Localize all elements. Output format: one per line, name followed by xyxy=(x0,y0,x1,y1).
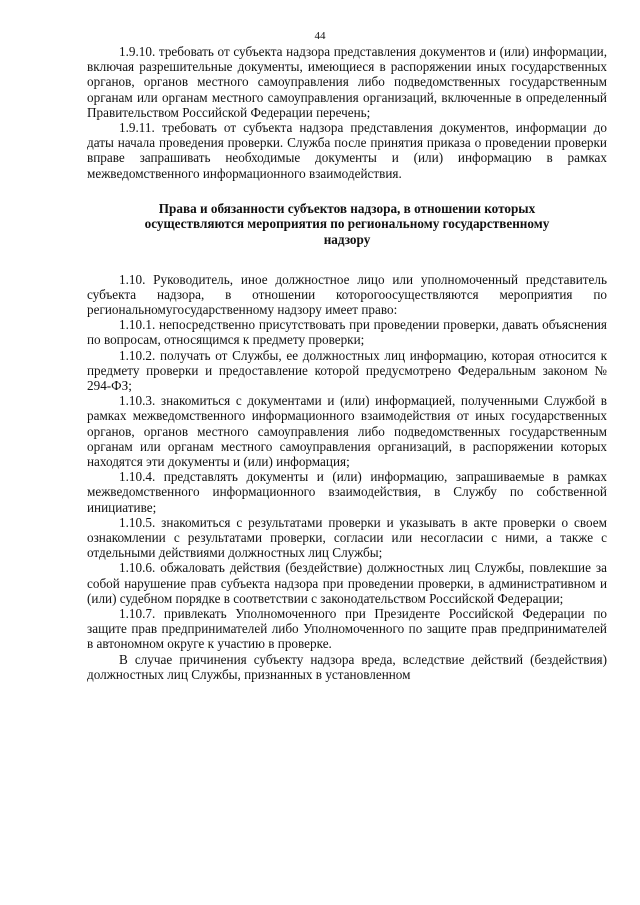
paragraph-1-10: 1.10. Руководитель, иное должностное лицо или уполномоченный представитель субъекта надзора, в отношении которогоосуществляются мероприятия по региональномугосударственному надзору имеет право: xyxy=(87,271,607,318)
paragraph-1-9-11: 1.9.11. требовать от субъекта надзора представления документов, информации до даты начала проведения проверки. Служба после принятия приказа о проведении проверки вправе запрашивать необходимые документы и (или) информацию в рамках межведомственного информационного взаимодействия. xyxy=(87,120,607,181)
paragraph-1-10-5: 1.10.5. знакомиться с результатами проверки и указывать в акте проверки о своем ознакомлении с результатами проверки, согласии или несогласии с ними, а также с отдельными действиями должностных лиц Службы; xyxy=(87,514,607,561)
paragraph-1-10-7: 1.10.7. привлекать Уполномоченного при Президенте Российской Федерации по защите прав предпринимателей либо Уполномоченного по защите прав предпринимателей в автономном округе к участию в проверке. xyxy=(87,606,607,652)
paragraph-1-9-10: 1.9.10. требовать от субъекта надзора представления документов и (или) информации, включая разрешительные документы, имеющиеся в распоряжении иных государственных органов, органов местного самоуправления либо подведомственных государственным органам или органам местного самоуправления организаций, включенные в определенный Правительством Российской Федерации перечень; xyxy=(87,44,607,120)
paragraph-1-10-1: 1.10.1. непосредственно присутствовать при проведении проверки, давать объяснения по вопросам, относящимся к предмету проверки; xyxy=(87,317,607,348)
paragraph-1-10-3: 1.10.3. знакомиться с документами и (или) информацией, полученными Службой в рамках межведомственного информационного взаимодействия от иных государственных органов, органов местного самоуправления либо подведомственных государственным органам или органам местного самоуправления организаций, в распоряжении которых находятся эти документы и (или) информация; xyxy=(87,393,607,470)
document-body xyxy=(87,44,607,682)
section-heading: Права и обязанности субъектов надзора, в отношении которых осуществляются мероприятия по региональному государственному надзору xyxy=(144,200,550,248)
paragraph-damage: В случае причинения субъекту надзора вреда, вследствие действий (бездействия) должностных лиц Службы, признанных в установленном xyxy=(87,651,607,682)
page-number: 44 xyxy=(314,30,326,42)
paragraph-1-10-2: 1.10.2. получать от Службы, ее должностных лиц информацию, которая относится к предмету проверки и предоставление которой предусмотрено Федеральным законом № 294-ФЗ; xyxy=(87,347,607,394)
paragraph-1-10-4: 1.10.4. представлять документы и (или) информацию, запрашиваемые в рамках межведомственного информационного взаимодействия, в Службу по собственной инициативе; xyxy=(87,469,607,515)
paragraph-1-10-6: 1.10.6. обжаловать действия (бездействие) должностных лиц Службы, повлекшие за собой нарушение прав субъекта надзора при проведении проверки, в административном и (или) судебном порядке в соответствии с законодательством Российской Федерации; xyxy=(87,560,607,606)
